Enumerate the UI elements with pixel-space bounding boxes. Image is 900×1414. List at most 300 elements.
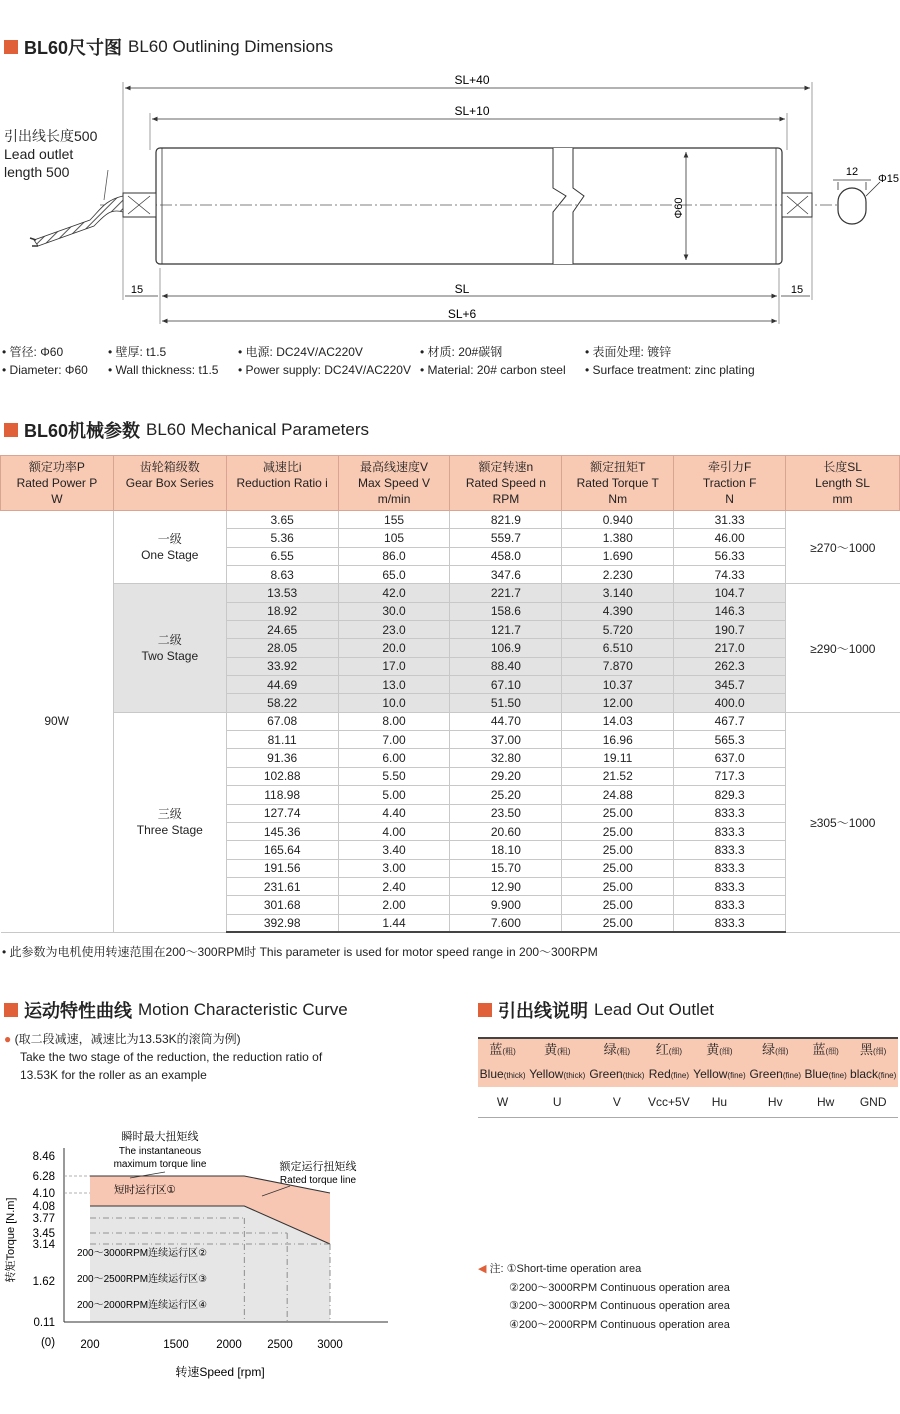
table-cell: 25.00 [562,896,674,914]
curve-note-cn: (取二段减速，减速比为13.53K的滚筒为例) [14,1032,241,1046]
wire-cn: 黄 [706,1042,720,1057]
wire-en-sub: (thick) [622,1071,645,1080]
legend-title: 注: [489,1263,504,1275]
diameter-label: Φ60 [673,197,685,219]
table-cell: 4.390 [562,602,674,620]
curve-note [4,1030,334,1084]
wire-cn-sub: (粗) [616,1047,631,1056]
table-cell: 3.40 [338,841,450,859]
table-cell: 25.00 [562,804,674,822]
x-tick-label: 200 [80,1339,100,1351]
spec-wall [108,343,218,379]
table-row [1,712,900,730]
table-cell: 13.53 [226,584,338,602]
lead-en2: length 500 [4,164,70,180]
table-cell: 833.3 [674,859,786,877]
length-cell: ≥290～1000 [786,584,900,712]
wire-en: Blue [804,1067,829,1081]
wire-en-sub: (fine) [828,1071,847,1080]
spec-cn: • 壁厚: t1.5 [108,345,167,359]
spec-cn: • 管径: Φ60 [2,345,64,359]
legend-item: ③200～3000RPM Continuous operation area [509,1300,730,1312]
header-cn: 长度SL [823,460,862,474]
table-row [1,511,900,529]
y-tick-label: 6.28 [32,1171,55,1183]
table-cell: 559.7 [450,529,562,547]
table-cell: 1.44 [338,914,450,932]
shaft-dia-label: Φ15 [878,173,900,185]
wire-signal: Hv [748,1087,803,1117]
table-cell: 24.65 [226,621,338,639]
table-cell: 104.7 [674,584,786,602]
chart-annotation: 200～3000RPM连续运行区② [76,1248,208,1259]
table-cell: 30.0 [338,602,450,620]
wire-color-cn [691,1038,747,1063]
table-cell: 2.40 [338,877,450,895]
header-en: Rated Speed n [465,476,546,490]
table-cell: 833.3 [674,822,786,840]
y-tick-label: 8.46 [32,1151,55,1163]
table-cell: 19.11 [562,749,674,767]
column-header [1,456,114,511]
table-cell: 25.00 [562,914,674,932]
table-cell: 29.20 [450,767,562,785]
roller-drawing [0,60,900,330]
power-cell: 90W [1,511,114,933]
table-cell: 191.56 [226,859,338,877]
table-cell: 88.40 [450,657,562,675]
table-cell: 345.7 [674,676,786,694]
table-cell: 8.63 [226,566,338,584]
table-cell: 833.3 [674,914,786,932]
wire-en-sub: (thick) [503,1071,526,1080]
table-cell: 58.22 [226,694,338,712]
table-cell: 5.36 [226,529,338,547]
wire-en: Blue [479,1067,504,1081]
table-cell: 262.3 [674,657,786,675]
table-cell: 18.92 [226,602,338,620]
spec-diameter [2,343,88,379]
y-tick-label: 4.08 [32,1201,55,1213]
table-cell: 106.9 [450,639,562,657]
section-marker-icon [478,1003,492,1017]
wire-color-cn [848,1038,898,1063]
table-cell: 7.600 [450,914,562,932]
header-unit [229,491,336,507]
wire-cn: 黄 [544,1042,558,1057]
motion-curve-chart [0,1120,470,1390]
header-cn: 额定转速n [478,460,534,474]
wire-signal: V [587,1087,646,1117]
wire-color-en [803,1063,848,1087]
header-en: Length SL [815,476,870,490]
table-cell: 44.70 [450,712,562,730]
lead-outlet-table [478,1037,898,1118]
table-cell: 67.08 [226,712,338,730]
table-cell: 833.3 [674,877,786,895]
table-cell: 81.11 [226,731,338,749]
section-marker-icon [4,423,18,437]
wire-signal: Hu [691,1087,747,1117]
dim-sl: SL [454,282,470,296]
table-cell: 15.70 [450,859,562,877]
wire-en: black [850,1067,879,1081]
table-cell: 7.870 [562,657,674,675]
spec-cn: • 表面处理: 镀锌 [585,345,672,359]
stage-en: Two Stage [141,649,199,664]
table-cell: 833.3 [674,896,786,914]
section-marker-icon [4,1003,18,1017]
wire-cn-sub: (细) [668,1047,683,1056]
table-cell: 5.720 [562,621,674,639]
wire-cn: 红 [655,1042,669,1057]
header-unit: mm [832,492,853,506]
table-cell: 14.03 [562,712,674,730]
dim-title-cn: BL60尺寸图 [24,38,123,58]
lead-title-en: Lead Out Outlet [594,1000,715,1019]
table-cell: 400.0 [674,694,786,712]
table-cell: 86.0 [338,547,450,565]
wire-color-en [848,1063,898,1087]
dim-left-15: 15 [130,284,144,296]
spec-en: • Material: 20# carbon steel [420,363,566,377]
wire-en-sub: (fine) [878,1071,897,1080]
table-cell: 217.0 [674,639,786,657]
wire-signal: Hw [803,1087,848,1117]
column-header [562,456,674,511]
table-cell: 4.00 [338,822,450,840]
wire-color-en [748,1063,803,1087]
x-tick-label: 2000 [216,1339,242,1351]
table-cell: 7.00 [338,731,450,749]
table-cell: 231.61 [226,877,338,895]
table-cell: 28.05 [226,639,338,657]
table-note: • 此参数为电机使用转速范围在200～300RPM时 This parameter is used for motor speed range in 200～300RPM [2,945,598,959]
table-cell: 33.92 [226,657,338,675]
table-cell: 155 [338,511,450,529]
x-tick-label: 2500 [267,1339,293,1351]
table-cell: 10.0 [338,694,450,712]
lead-cable [34,196,123,246]
wire-en: Green [589,1067,623,1081]
wire-cn-sub: (细) [719,1047,733,1056]
wire-cn: 蓝 [812,1042,826,1057]
mech-title-cn: BL60机械参数 [24,421,141,441]
wire-cn: 黑 [859,1042,873,1057]
wire-en-sub: (fine) [727,1071,746,1080]
table-cell: 2.00 [338,896,450,914]
wire-en: Green [749,1067,783,1081]
curve-section-title [4,997,348,1023]
header-unit: W [51,492,63,506]
wire-color-cn [647,1038,692,1063]
table-cell: 17.0 [338,657,450,675]
table-cell: 74.33 [674,566,786,584]
table-cell: 637.0 [674,749,786,767]
x-tick-label: (0) [40,1337,56,1349]
header-cn: 减速比i [262,460,302,474]
table-cell: 32.80 [450,749,562,767]
header-en: Reduction Ratio i [236,476,328,490]
table-cell: 25.00 [562,859,674,877]
stage-cell [113,584,226,712]
header-en: Max Speed V [358,476,431,490]
triangle-left-icon: ◀ [478,1263,487,1275]
table-cell: 829.3 [674,786,786,804]
chart-annotation: maximum torque line [113,1159,207,1170]
dim-right-15: 15 [790,284,804,296]
y-tick-label: 0.11 [33,1317,55,1329]
table-cell: 458.0 [450,547,562,565]
table-cell: 23.0 [338,621,450,639]
table-cell: 565.3 [674,731,786,749]
dim-sl6: SL+6 [447,307,477,321]
wire-en-sub: (fine) [782,1071,802,1080]
wire-color-cn [478,1038,527,1063]
section-marker-icon [4,40,18,54]
mech-title-en: BL60 Mechanical Parameters [146,420,370,439]
header-unit: m/min [377,492,411,506]
table-cell: 37.00 [450,731,562,749]
chart-annotation: The instantaneous [118,1146,202,1157]
stage-cn: 二级 [157,633,182,648]
chart-annotation: 额定运行扭矩线 [279,1161,357,1173]
table-cell: 24.88 [562,786,674,804]
table-cell: 13.0 [338,676,450,694]
wire-cn: 绿 [603,1042,617,1057]
table-cell: 65.0 [338,566,450,584]
table-cell: 25.20 [450,786,562,804]
table-row [1,584,900,602]
wire-color-cn [803,1038,848,1063]
table-cell: 2.230 [562,566,674,584]
table-cell: 20.0 [338,639,450,657]
wire-color-cn [587,1038,646,1063]
wire-signal: Vcc+5V [647,1087,692,1117]
table-cell: 105 [338,529,450,547]
wire-color-en [647,1063,692,1087]
column-header [113,456,226,511]
chart-annotation: Rated torque line [279,1175,357,1186]
y-tick-label: 1.62 [32,1276,55,1288]
chart-annotation: 瞬时最大扭矩线 [121,1131,199,1143]
column-header [786,456,900,511]
table-cell: 118.98 [226,786,338,804]
table-cell: 25.00 [562,822,674,840]
header-en: Rated Power P [16,476,98,490]
wire-color-cn [748,1038,803,1063]
wire-signal: GND [848,1087,898,1117]
curve-note-en1: Take the two stage of the reduction, the reduction ratio of [20,1050,323,1064]
wire-cn-sub: (粗) [557,1047,571,1056]
dim-section-title [4,34,333,60]
table-cell: 127.74 [226,804,338,822]
chart-annotation: 200～2500RPM连续运行区③ [76,1274,208,1285]
table-cell: 221.7 [450,584,562,602]
length-cell: ≥270～1000 [786,511,900,584]
wire-cn-sub: (细) [873,1047,887,1056]
dim-sl10: SL+10 [454,104,490,118]
stage-cell [113,712,226,932]
table-cell: 6.510 [562,639,674,657]
table-cell: 6.00 [338,749,450,767]
table-cell: 31.33 [674,511,786,529]
table-cell: 12.00 [562,694,674,712]
table-cell: 23.50 [450,804,562,822]
spec-en: • Surface treatment: zinc plating [585,363,755,377]
chart-legend [478,1260,730,1334]
wire-color-en [478,1063,527,1087]
table-body [1,511,900,933]
table-cell: 3.00 [338,859,450,877]
table-cell: 158.6 [450,602,562,620]
spec-material [420,343,566,379]
wire-en: Yellow [529,1067,564,1081]
header-en: Gear Box Series [125,476,214,490]
table-header [1,456,900,511]
table-cell: 0.940 [562,511,674,529]
y-tick-label: 4.10 [32,1188,55,1200]
wire-cn-sub: (细) [775,1047,789,1056]
wire-signal: W [478,1087,527,1117]
table-cell: 190.7 [674,621,786,639]
stage-en: One Stage [141,548,199,563]
column-header [450,456,562,511]
dim-title-en: BL60 Outlining Dimensions [128,37,334,56]
table-cell: 833.3 [674,804,786,822]
stage-cell [113,511,226,584]
header-unit: N [725,492,734,506]
table-cell: 8.00 [338,712,450,730]
table-cell: 67.10 [450,676,562,694]
chart-annotation: 200～2000RPM连续运行区④ [76,1300,208,1311]
legend-item: ①Short-time operation area [506,1263,642,1275]
column-header [338,456,450,511]
table-cell: 145.36 [226,822,338,840]
table-cell: 1.380 [562,529,674,547]
shaft-end-view [838,188,866,224]
spec-en: • Diameter: Φ60 [2,363,88,377]
lead-body [478,1087,898,1117]
roller-tube [156,148,782,264]
x-tick-label: 3000 [317,1339,343,1351]
x-tick-label: 1500 [163,1339,189,1351]
table-cell: 91.36 [226,749,338,767]
curve-title-en: Motion Characteristic Curve [138,1000,348,1019]
lead-section-title [478,997,714,1023]
table-cell: 821.9 [450,511,562,529]
wire-color-en [527,1063,587,1087]
table-cell: 9.900 [450,896,562,914]
wire-cn: 蓝 [489,1042,503,1057]
table-cell: 1.690 [562,547,674,565]
table-cell: 102.88 [226,767,338,785]
lead-header [478,1038,898,1087]
column-header [226,456,338,511]
spec-cn: • 材质: 20#碳钢 [420,345,503,359]
table-cell: 25.00 [562,877,674,895]
lead-cn: 引出线长度500 [4,128,98,144]
header-cn: 牵引力F [707,460,752,474]
y-axis-label: 转矩Torque [N.m] [5,1197,17,1283]
header-en: Traction F [702,476,757,490]
y-tick-label: 3.77 [32,1213,55,1225]
column-header [674,456,786,511]
table-cell: 6.55 [226,547,338,565]
header-cn: 额定功率P [28,460,85,474]
table-cell: 467.7 [674,712,786,730]
header-unit [116,491,224,507]
table-cell: 5.50 [338,767,450,785]
wire-en: Yellow [693,1067,728,1081]
header-cn: 额定扭矩T [590,460,646,474]
stage-en: Three Stage [136,823,203,838]
wire-cn-sub: (细) [825,1047,839,1056]
table-cell: 165.64 [226,841,338,859]
curve-title-cn: 运动特性曲线 [24,1001,132,1021]
spec-surface [585,343,755,379]
table-cell: 347.6 [450,566,562,584]
length-cell: ≥305～1000 [786,712,900,932]
table-cell: 121.7 [450,621,562,639]
table-cell: 51.50 [450,694,562,712]
table-cell: 392.98 [226,914,338,932]
table-cell: 3.140 [562,584,674,602]
wire-en-sub: (fine) [670,1071,689,1080]
table-cell: 12.90 [450,877,562,895]
bullet-dot-icon: ● [4,1032,12,1046]
lead-title-cn: 引出线说明 [498,1001,588,1021]
mech-section-title [4,417,369,443]
x-axis-label: 转速Speed [rpm] [175,1365,265,1379]
y-tick-label: 3.45 [32,1228,55,1240]
mechanical-params-table [0,455,900,933]
table-cell: 25.00 [562,841,674,859]
spec-power [238,343,411,379]
wire-en-sub: (thick) [563,1071,586,1080]
dim-sl40: SL+40 [454,73,490,87]
table-cell: 301.68 [226,896,338,914]
wire-color-en [587,1063,646,1087]
table-cell: 10.37 [562,676,674,694]
lead-length-label [4,127,97,181]
spec-en: • Power supply: DC24V/AC220V [238,363,411,377]
lead-en1: Lead outlet [4,146,74,162]
wire-color-en [691,1063,747,1087]
wire-color-cn [527,1038,587,1063]
table-cell: 18.10 [450,841,562,859]
table-cell: 717.3 [674,767,786,785]
header-cn: 最高线速度V [360,460,429,474]
stage-cn: 一级 [157,532,182,547]
wire-cn-sub: (粗) [502,1047,516,1056]
table-cell: 46.00 [674,529,786,547]
spec-cn: • 电源: DC24V/AC220V [238,345,363,359]
table-cell: 5.00 [338,786,450,804]
header-cn: 齿轮箱级数 [139,460,200,474]
wire-signal: U [527,1087,587,1117]
y-tick-label: 3.14 [32,1239,55,1251]
header-unit: RPM [492,492,520,506]
shaft-width-label: 12 [845,166,859,178]
table-cell: 44.69 [226,676,338,694]
wire-en: Red [648,1067,671,1081]
table-cell: 21.52 [562,767,674,785]
curve-note-en2: 13.53K for the roller as an example [20,1068,207,1082]
wire-cn: 绿 [762,1042,776,1057]
legend-item: ④200～2000RPM Continuous operation area [509,1318,730,1331]
table-cell: 16.96 [562,731,674,749]
